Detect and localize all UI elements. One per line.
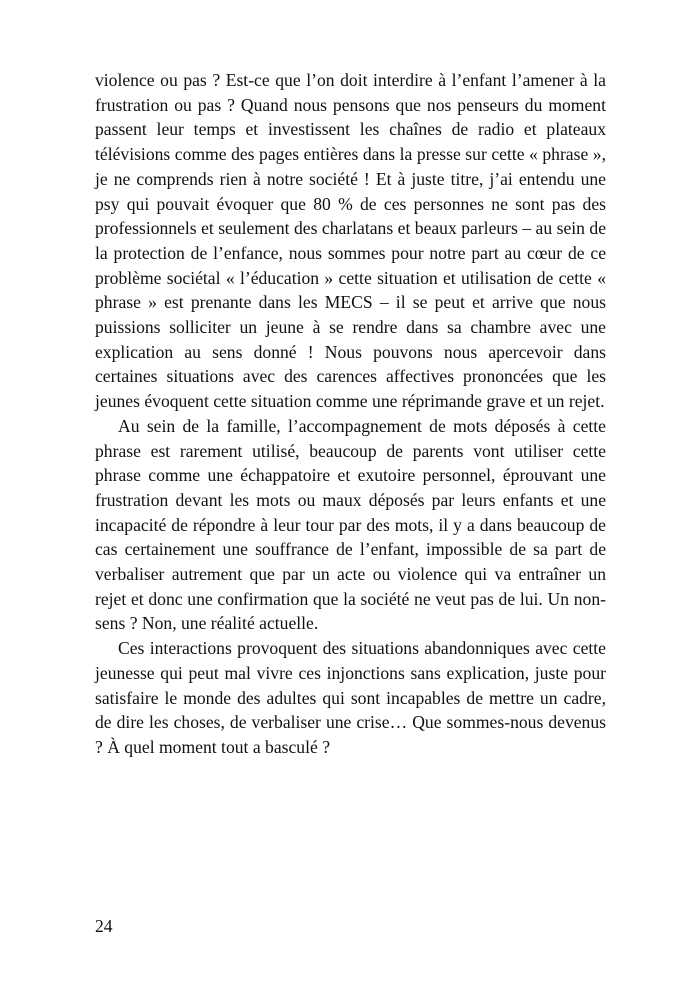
paragraph-3: Ces interactions provoquent des situations abandonniques avec cette jeunesse qui peut mal vivre ces injonctions sans explication, juste pour satisfaire le monde des adultes qui sont incapables de mettre un cadre, de dire les choses, de verbaliser une crise… Que sommes-nous devenus ? À quel moment tout a basculé ?: [95, 638, 606, 757]
paragraph-2: Au sein de la famille, l’accompagnement de mots déposés à cette phrase est rarement utilisé, beaucoup de parents vont utiliser cette phrase comme une échappatoire et exutoire personnel, éprouvant une frustration devant les mots ou maux déposés par leurs enfants et une incapacité de répondre à leur tour par des mots, il y a dans beaucoup de cas certainement une souffrance de l’enfant, impossible de sa part de verbaliser autrement que par un acte ou violence qui va entraîner un rejet et donc une confirmation que la société ne veut pas de lui. Un non-sens ? Non, une réalité actuelle.: [95, 415, 606, 634]
body-text: [95, 68, 606, 760]
page-number: 24: [95, 916, 113, 936]
paragraph-1: violence ou pas ? Est-ce que l’on doit interdire à l’enfant l’amener à la frustration ou pas ? Quand nous pensons que nos penseurs du moment passent leur temps et investissent les chaînes de radio et plateaux télévisions comme des pages entières dans la presse sur cette « phrase », je ne comprends rien à notre société ! Et à juste titre, j’ai entendu une psy qui pouvait évoquer que 80 % de ces personnes ne sont pas des professionnels et seulement des charlatans et beaux parleurs – au sein de la protection de l’enfance, nous sommes pour notre part au cœur de ce problème sociétal « l’éducation » cette situation et utilisation de cette « phrase » est prenante dans les MECS – il se peut et arrive que nous puissions solliciter un jeune à se rendre dans sa chambre avec une explication au sens donné ! Nous pouvons nous apercevoir dans certaines situations avec des carences affectives prononcées que les jeunes évoquent cette situation comme une réprimande grave et un rejet.: [95, 70, 606, 412]
